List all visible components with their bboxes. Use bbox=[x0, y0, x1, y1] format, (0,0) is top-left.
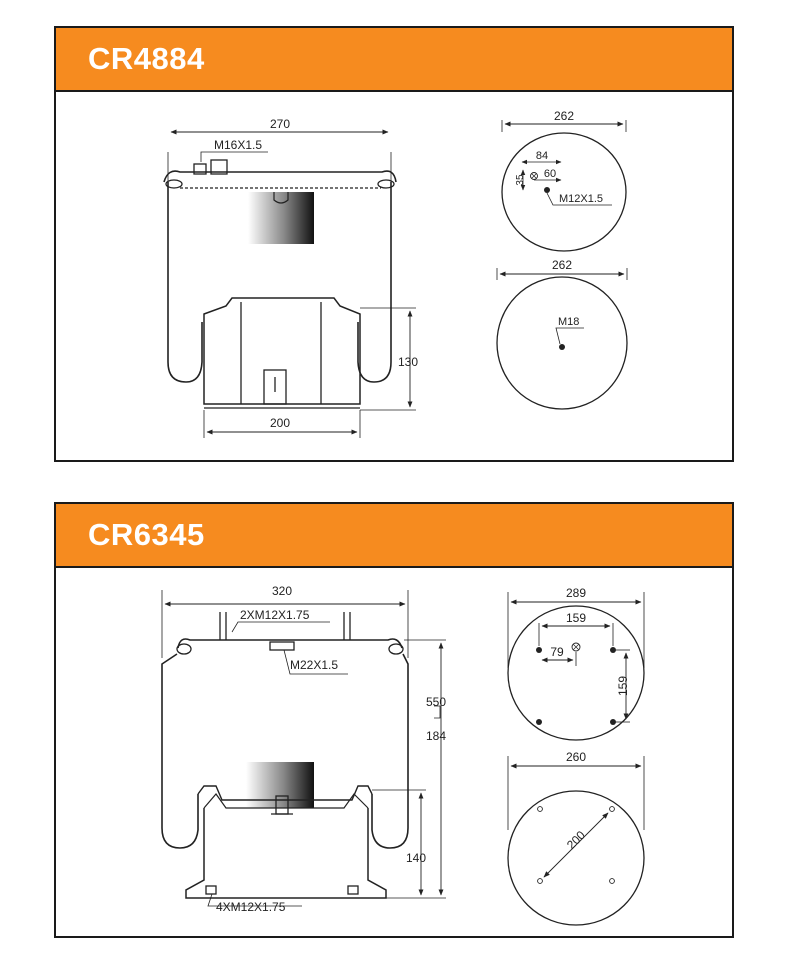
label-top-plate-stud-spacing-x: 159 bbox=[565, 611, 587, 625]
label-top-plate-thread: M12X1.5 bbox=[559, 193, 604, 205]
card-body bbox=[56, 92, 732, 460]
label-min-height: 184 bbox=[426, 729, 447, 743]
label-top-plate-offset-x2: 60 bbox=[543, 168, 557, 180]
label-top-studs: 2XM12X1.75 bbox=[240, 608, 310, 622]
product-card-cr4884 bbox=[54, 26, 734, 462]
top-plate-view bbox=[508, 586, 644, 740]
card-body bbox=[56, 568, 732, 936]
label-bottom-plate-thread: M18 bbox=[558, 316, 580, 328]
dimension-bottom-width bbox=[204, 410, 360, 438]
cr4884-drawing bbox=[56, 92, 732, 460]
label-top-width: 320 bbox=[271, 584, 293, 598]
bottom-plate-view bbox=[497, 258, 627, 409]
card-header bbox=[56, 28, 732, 92]
card-header bbox=[56, 504, 732, 568]
dimension-top-width bbox=[168, 117, 391, 195]
label-max-height: 550 bbox=[426, 695, 447, 709]
label-bottom-plate-diameter: 262 bbox=[551, 258, 573, 272]
side-view bbox=[164, 160, 396, 408]
label-top-plate-diameter: 289 bbox=[565, 586, 587, 600]
product-title: CR6345 bbox=[88, 517, 205, 552]
label-bottom-plate-diameter: 260 bbox=[565, 750, 587, 764]
label-top-plate-offset-x: 84 bbox=[535, 150, 549, 162]
product-card-cr6345 bbox=[54, 502, 734, 938]
dimension-air-inlet bbox=[284, 650, 348, 674]
product-title: CR4884 bbox=[88, 41, 205, 76]
label-top-plate-stud-spacing-y: 159 bbox=[616, 675, 630, 697]
dimension-piston-height bbox=[360, 308, 418, 410]
label-top-plate-offset-x: 79 bbox=[550, 645, 564, 659]
label-bottom-studs: 4XM12X1.75 bbox=[216, 900, 286, 914]
label-top-width: 270 bbox=[269, 117, 291, 131]
bottom-plate-view bbox=[508, 750, 644, 925]
dimension-top-stud bbox=[201, 138, 268, 162]
label-top-plate-offset-y: 35 bbox=[515, 174, 526, 186]
label-air-inlet: M22X1.5 bbox=[290, 658, 339, 672]
label-top-plate-diameter: 262 bbox=[553, 109, 575, 123]
label-top-stud: M16X1.5 bbox=[214, 138, 263, 152]
top-plate-view bbox=[502, 109, 626, 251]
dimension-top-studs bbox=[232, 608, 330, 632]
dimension-piston-height bbox=[372, 790, 426, 895]
label-piston-height: 140 bbox=[406, 851, 427, 865]
cr6345-drawing bbox=[56, 568, 732, 936]
label-bottom-plate-diagonal: 200 bbox=[563, 827, 589, 853]
dimension-bottom-studs bbox=[208, 894, 302, 914]
label-bottom-width: 200 bbox=[269, 416, 291, 430]
label-piston-height: 130 bbox=[398, 355, 419, 369]
